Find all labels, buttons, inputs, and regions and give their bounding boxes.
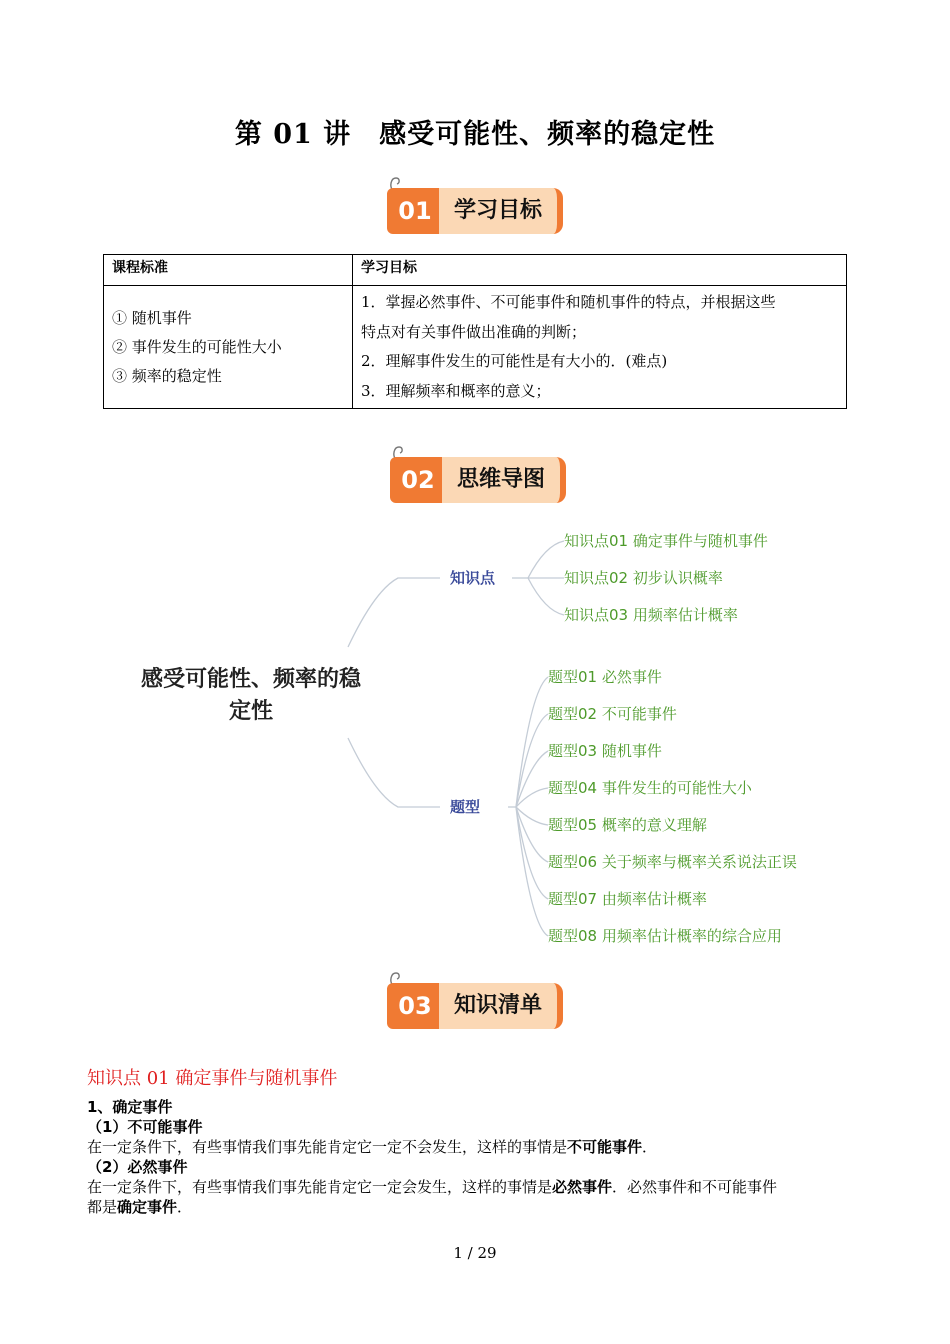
mindmap-leaf: 知识点02 初步认识概率 <box>564 569 723 587</box>
page-title: 第 01 讲 感受可能性、频率的稳定性 <box>234 119 716 150</box>
paragraph: 在一定条件下，有些事情我们事先能肯定它一定会发生，这样的事情是必然事件．必然事件和不可能事件 <box>87 1178 778 1196</box>
knowledge-heading: 知识点 01 确定事件与随机事件 <box>87 1068 338 1089</box>
subheading: 1、确定事件 <box>87 1098 173 1116</box>
mindmap-leaf: 题型06 关于频率与概率关系说法正误 <box>548 853 797 871</box>
standard-item: ③ 频率的稳定性 <box>112 366 222 385</box>
section-badge-mindmap: 02 思维导图 <box>390 457 566 503</box>
section-badge-goals: 01 学习目标 <box>387 188 563 234</box>
mindmap-leaf: 题型07 由频率估计概率 <box>548 890 707 908</box>
mindmap-leaf: 题型04 事件发生的可能性大小 <box>548 779 752 797</box>
mindmap-leaf: 知识点03 用频率估计概率 <box>564 606 738 624</box>
mindmap-leaf: 题型02 不可能事件 <box>548 705 677 723</box>
standards-cell <box>104 286 353 409</box>
mindmap-leaf: 题型08 用频率估计概率的综合应用 <box>548 927 782 945</box>
mindmap-leaf: 知识点01 确定事件与随机事件 <box>564 532 768 550</box>
objectives-cell <box>353 286 847 409</box>
standard-item: ② 事件发生的可能性大小 <box>112 337 282 356</box>
standard-item: ① 随机事件 <box>112 308 192 327</box>
objective-line: 特点对有关事件做出准确的判断； <box>361 322 587 341</box>
objective-line: 1．掌握必然事件、不可能事件和随机事件的特点，并根据这些 <box>361 293 776 311</box>
mindmap-leaf: 题型05 概率的意义理解 <box>548 816 707 834</box>
page-number: 1 / 29 <box>453 1244 497 1262</box>
mindmap-root: 定性 <box>228 699 274 724</box>
objective-line: 3．理解频率和概率的意义； <box>361 381 551 400</box>
subheading: （1）不可能事件 <box>87 1118 203 1136</box>
section-badge-knowledge: 03 知识清单 <box>387 983 563 1029</box>
mind-map <box>0 520 950 960</box>
mindmap-root: 感受可能性、频率的稳 <box>140 667 362 692</box>
mindmap-leaf: 题型03 随机事件 <box>548 742 662 760</box>
table-header-objective: 学习目标 <box>353 255 847 286</box>
learning-goals-table <box>103 254 847 409</box>
subheading: （2）必然事件 <box>87 1158 188 1176</box>
paragraph: 都是确定事件． <box>87 1198 193 1216</box>
mindmap-branch-types: 题型 <box>450 798 481 816</box>
objective-line: 2．理解事件发生的可能性是有大小的．(难点) <box>361 352 668 370</box>
table-header-standard: 课程标准 <box>104 255 353 286</box>
mindmap-leaf: 题型01 必然事件 <box>548 668 662 686</box>
mindmap-branch-knowledge: 知识点 <box>450 569 496 587</box>
paragraph: 在一定条件下，有些事情我们事先能肯定它一定不会发生，这样的事情是不可能事件． <box>87 1138 658 1156</box>
